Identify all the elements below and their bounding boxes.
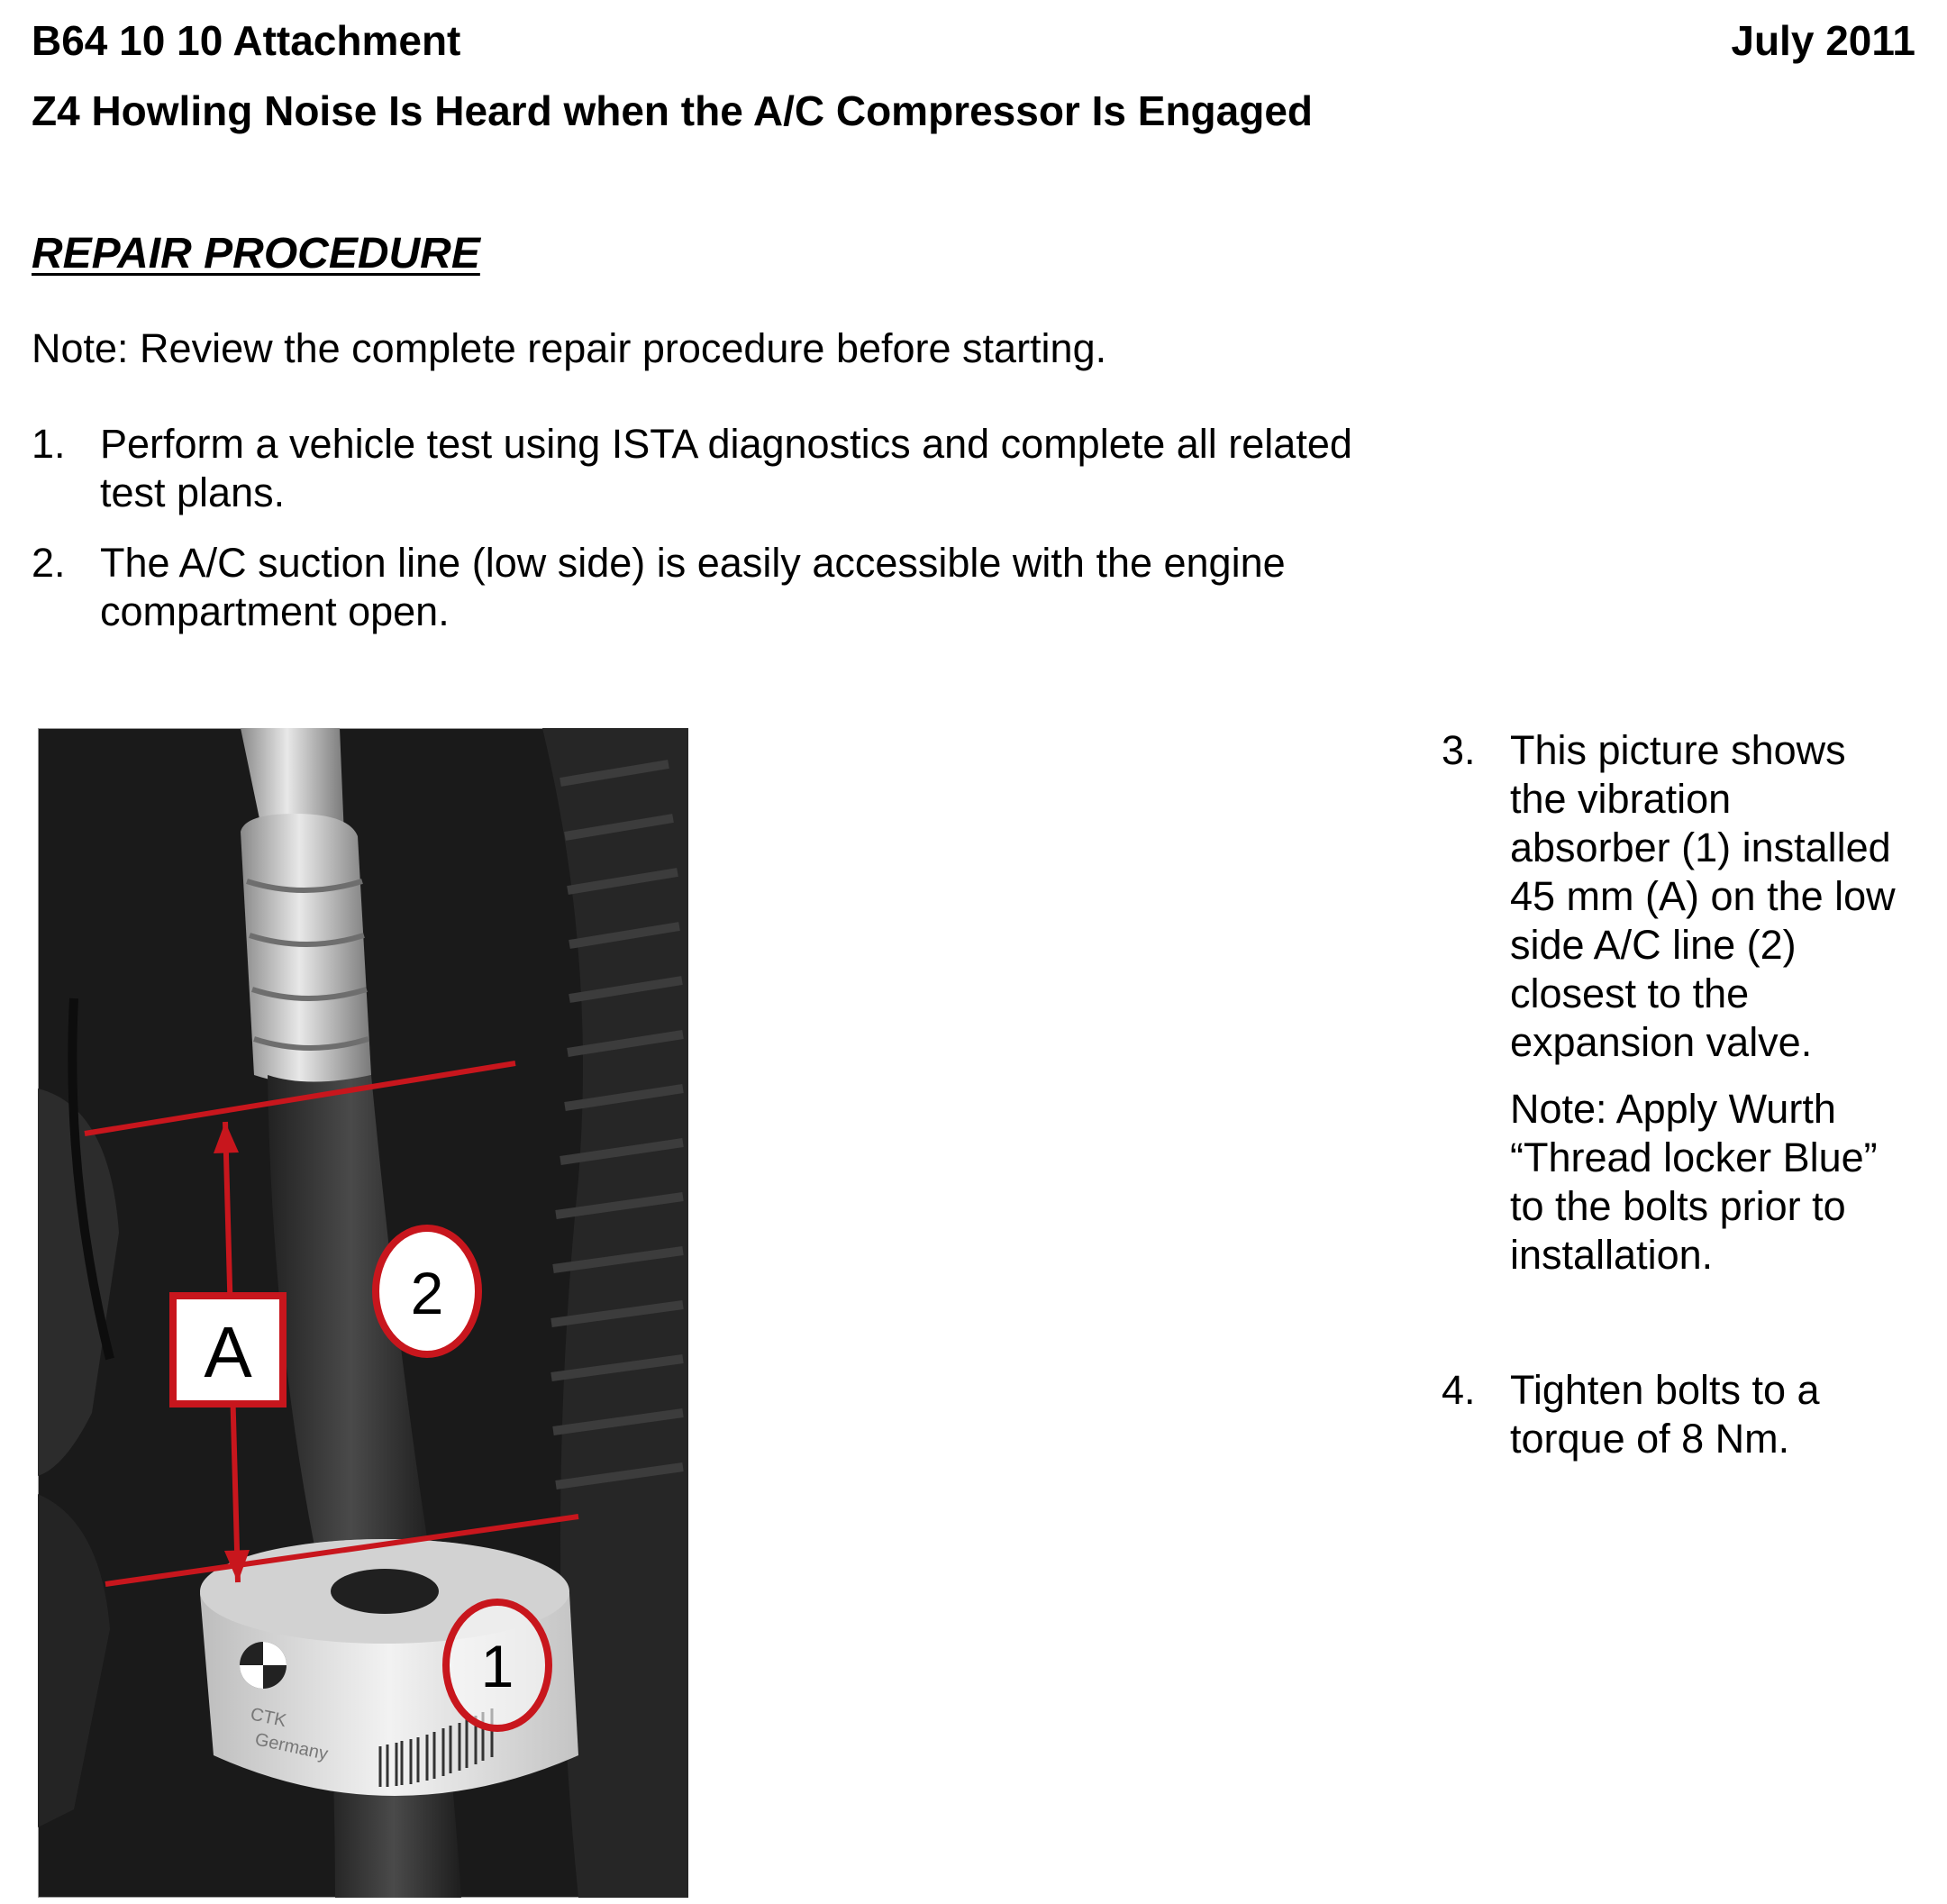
step-item [1442,726,1928,1303]
label-text: CTK [248,1704,288,1732]
step-item [32,539,1437,638]
step-item [1442,1366,1928,1465]
step-text: The A/C suction line (low side) is easily accessible with the engine compartment open. [100,540,1286,634]
step-note: Note: Apply Wurth “Thread locker Blue” to the bolts prior to installation. [1510,1086,1878,1278]
step-text: Tighten bolts to a torque of 8 Nm. [1510,1367,1820,1462]
callout-2-label: 2 [410,1260,444,1326]
intro-note: Note: Review the complete repair procedure before starting. [32,325,1107,371]
document-date: July 2011 [1731,17,1915,64]
step-text: Perform a vehicle test using ISTA diagnostics and complete all related test plans. [100,421,1352,515]
callout-2 [376,1228,478,1354]
step-number: 4. [1442,1367,1476,1413]
document-title: Z4 Howling Noise Is Heard when the A/C Compressor Is Engaged [32,87,1314,134]
crimp-fitting [241,814,371,1084]
callout-a-label: A [204,1312,252,1392]
step-number: 1. [32,421,66,467]
step-text: This picture shows the vibration absorber (1) installed 45 mm (A) on the low side A/C line (2) closest to the expansion valve. [1510,727,1896,1065]
callout-a [173,1296,283,1404]
step-number: 3. [1442,727,1476,773]
callout-1 [446,1602,549,1728]
step-item [32,420,1437,519]
label-text: Germany [252,1729,330,1764]
installation-photo [38,728,688,1898]
section-heading: REPAIR PROCEDURE [32,230,480,278]
document-id: B64 10 10 Attachment [32,17,461,64]
step-number: 2. [32,540,66,586]
callout-1-label: 1 [480,1633,514,1699]
